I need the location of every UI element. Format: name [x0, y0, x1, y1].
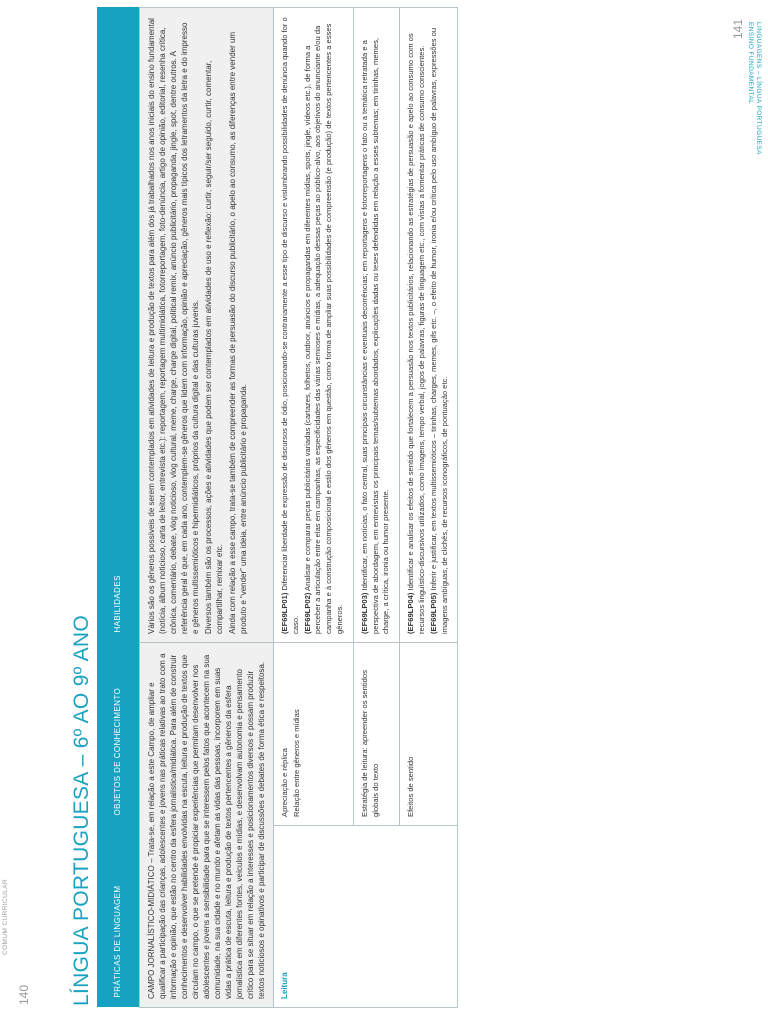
habilidades-cell-3 — [400, 8, 458, 643]
header-praticas: PRÁTICAS DE LINGUAGEM — [97, 826, 140, 1008]
habilidade-text: Analisar e comparar peças publicitárias variadas (cartazes, folhetos, outdoor, anúncios e propagandas em diferentes mídias, spots, jingle, vídeos etc.), de forma a perceber a articulação entre elas em campanhas, as especificidades das várias semioses e mídias, a adequação dessas peças ao público-alvo, aos objetivos do anunciante e/ou da campanha e à construção composicional e estilo dos gêneros em questão, como forma de ampliar suas possibilidades de compreensão (e produção) de textos pertencentes a esses gêneros. — [302, 23, 344, 634]
campo-genres — [140, 8, 274, 643]
habilidade-text: Diferenciar liberdade de expressão de discursos de ódio, posicionando-se contrariamente a esse tipo de discurso e vislumbrando possibilidades de denúncia quando for o caso. — [280, 17, 300, 634]
habilidades-cell-2 — [353, 8, 399, 643]
habilidade-text: Identificar e analisar os efeitos de sentido que fortalecem a persuasão nos textos publicitários, relacionando as estratégias de persuasão e apelo ao consumo com os recursos linguístico-discursivos utilizados, como imagens, tempo verbal, jogos de palavras, figuras de linguagem etc., com vistas a fomentar práticas de consumo conscientes. — [406, 33, 426, 634]
right-running-header — [747, 22, 762, 182]
objeto-item: Estratégia de leitura: apreender os sentidos globais do texto — [359, 670, 380, 817]
campo-description: CAMPO JORNALÍSTICO-MIDIÁTICO – Trata-se, em relação a este Campo, de ampliar e qualificar a participação das crianças, adolescentes e jovens nas práticas relativas ao trato com a informação e opinião, que estão no centro da esfera jornalística/midiática. Para além de construir conhecimentos e desenvolver habilidades envolvidas na escuta, leitura e produção de textos que circulam no campo, o que se pretende é propiciar experiências que permitam desenvolver nos adolescentes e jovens a sensibilidade para que se interessem pelos fatos que acontecem na sua comunidade, na sua cidade e no mundo e afetam as vidas das pessoas, incorporem em suas vidas a prática de escuta, leitura e produção de textos pertencentes a gêneros da esfera jornalística em diferentes fontes, veículos e mídias, e desenvolvam autonomia e pensamento crítico para se situar em relação a interesses e posicionamentos diversos e possam produzir textos noticiosos e opinativos e participar de discussões e debates de forma ética e respeitosa. — [140, 643, 274, 1008]
header-objetos: OBJETOS DE CONHECIMENTO — [97, 643, 140, 826]
objetos-cell-3 — [400, 643, 458, 826]
right-running-header-line1: LINGUAGENS – LÍNGUA PORTUGUESA — [755, 22, 762, 155]
table-row — [274, 8, 354, 1008]
pratica-leitura: Leitura — [274, 826, 458, 1008]
page-title: LÍNGUA PORTUGUESA – 6º AO 9º ANO — [70, 614, 93, 1006]
habilidade-item — [280, 16, 302, 634]
habilidade-code: (EF69LP05) — [428, 592, 438, 634]
habilidade-item — [360, 16, 392, 634]
habilidade-item — [303, 16, 346, 634]
habilidades-cell-1 — [274, 8, 354, 643]
right-page-number: 141 — [731, 18, 746, 40]
objeto-item: Apreciação e réplica — [280, 748, 289, 817]
habilidade-code: (EF69LP01) — [280, 592, 289, 634]
habilidade-code: (EF69LP03) — [359, 592, 369, 634]
habilidade-item — [406, 16, 428, 634]
curriculum-sheet — [67, 8, 697, 1008]
left-page-number: 140 — [17, 984, 32, 1006]
right-running-header-line2: ENSINO FUNDAMENTAL — [747, 22, 755, 105]
objetos-cell-1 — [274, 643, 354, 826]
table-header-row — [97, 8, 140, 1008]
campo-row — [140, 8, 274, 1008]
curriculum-table — [97, 7, 458, 1008]
campo-genres-p2: Diversos também são os processos, ações e atividades que podem ser contemplados em atividades de uso e reflexão: curtir, seguir/ser seguido, curtir, comentar, compartilhar, remixar etc. — [204, 60, 224, 634]
objeto-item: Relação entre gêneros e mídias — [291, 709, 301, 817]
habilidade-text: Inferir e justificar, em textos multissemióticos – tirinhas, charges, memes, gifs etc. –, o efeito de humor, ironia e/ou crítica pelo uso ambíguo de palavras, expressões ou imagens ambíguas, de clichês, de recursos iconográficos, de pontuação etc. — [428, 27, 449, 634]
objeto-item: Efeitos de sentido — [406, 756, 416, 817]
left-running-header — [0, 865, 9, 955]
campo-genres-p1: Vários são os gêneros possíveis de serem contemplados em atividades de leitura e produção de textos para além dos já trabalhados nos anos iniciais do ensino fundamental (notícia, álbum noticioso, carta de leitor, entrevista etc.): reportagem, reportagem multimidiática, fotorreportagem, foto-denúncia, artigo de opinião, editorial, resenha crítica, crônica, comentário, debate, vlog noticioso, vlog cultural, meme, charge, charge digital, political remix, anúncio publicitário, propaganda, jingle, spot, dentre outros. A referência geral é que, em cada ano, contemplem-se gêneros que lidem com informação, opinião e apreciação, gêneros mais típicos dos letramentos da letra e do impresso e gêneros multissemióticos e hipermidiáticos, próprios da cultura digital e das culturas juvenis. — [147, 18, 200, 634]
habilidade-text: Identificar, em notícias, o fato central, suas principais circunstâncias e eventuais decorrências; em reportagens e fotorreportagens o fato ou a temática retratada e a perspectiva de abordagem, em entrevistas os principais temas/subtemas abordados, explicações dadas ou teses defendidas em relação a esses subtemas; em tirinhas, memes, charge, a crítica, ironia ou humor presente. — [359, 38, 391, 634]
habilidade-code: (EF69LP04) — [406, 592, 416, 634]
header-habilidades: HABILIDADES — [97, 8, 140, 643]
objetos-cell-2 — [353, 643, 399, 826]
campo-genres-p3: Ainda com relação a esse campo, trata-se também de compreender as formas de persuasão do discurso publicitário, o apelo ao consumo, as diferenças entre vender um produto e “vender” uma ideia, entre anúncio publicitário e propaganda. — [228, 31, 248, 634]
habilidade-code: (EF69LP02) — [302, 592, 312, 634]
left-running-header-line2: COMUM CURRICULAR — [1, 878, 9, 955]
habilidade-item — [429, 16, 451, 634]
